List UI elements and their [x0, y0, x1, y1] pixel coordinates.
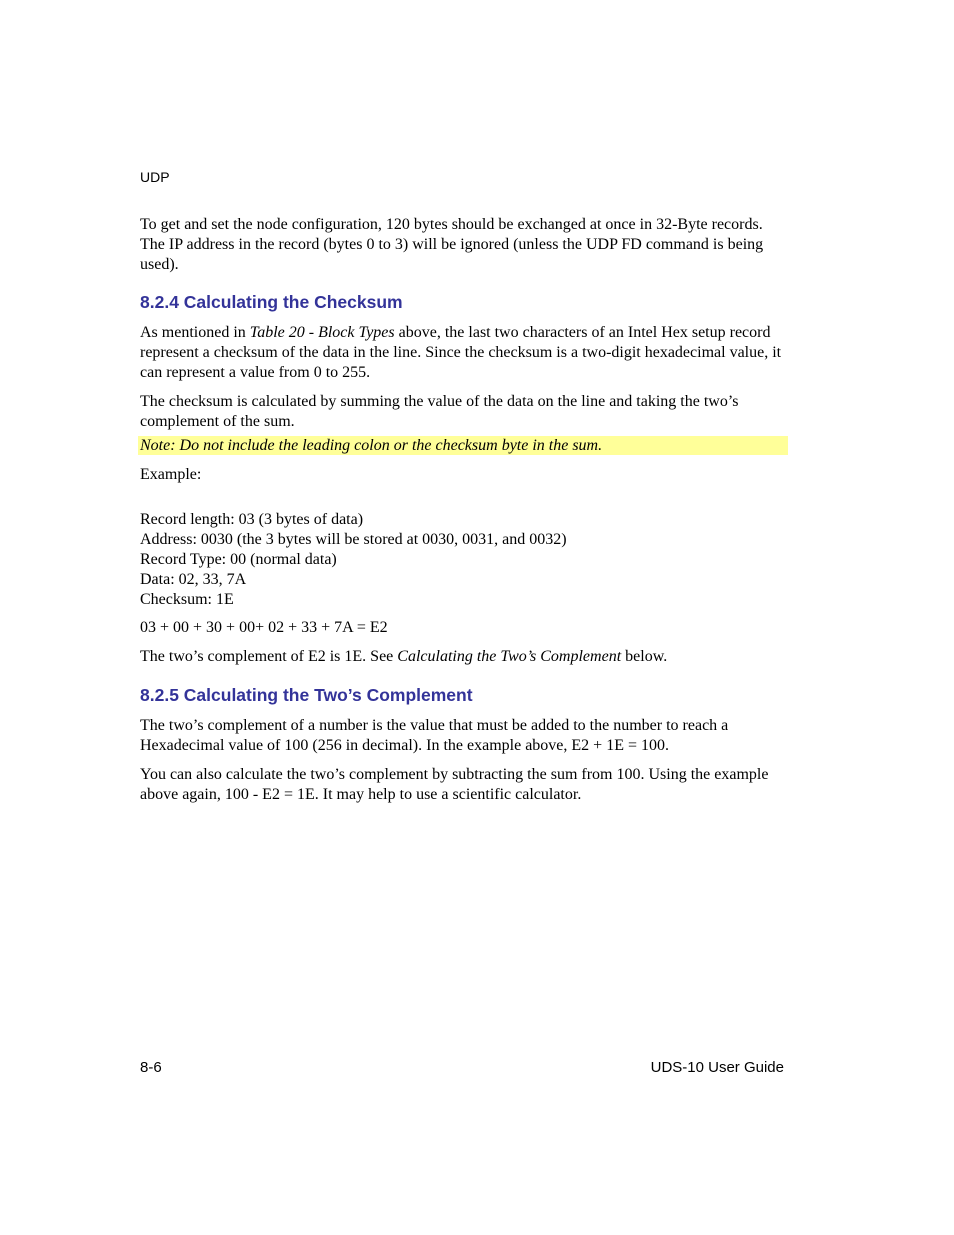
table-reference-link: Table 20 - Block Types: [249, 324, 395, 341]
example-line: Record Type: 00 (normal data): [140, 551, 337, 568]
intro-paragraph: To get and set the node configuration, 120 bytes should be exchanged at once in 32-Byte records. The IP address in the record (bytes 0 to 3) will be ignored (unless the UDP FD command is being used).: [140, 216, 764, 273]
example-line: Data: 02, 33, 7A: [140, 571, 247, 588]
checksum-p3-before: The two’s complement of E2 is 1E. See: [140, 648, 398, 665]
checksum-paragraph-2: The checksum is calculated by summing the value of the data on the line and taking the two’s complement of the sum.: [140, 393, 739, 430]
checksum-heading: 8.2.4 Calculating the Checksum: [140, 292, 403, 312]
document-title: UDS-10 User Guide: [650, 1059, 784, 1076]
sum-calculation: 03 + 00 + 30 + 00+ 02 + 33 + 7A = E2: [140, 619, 388, 636]
checksum-p3-after: below.: [621, 648, 668, 665]
example-label: Example:: [140, 466, 202, 483]
example-line: Checksum: 1E: [140, 591, 234, 608]
example-line: Address: 0030 (the 3 bytes will be stored at 0030, 0031, and 0032): [140, 531, 567, 548]
note-highlight: [138, 436, 788, 455]
section-label: UDP: [140, 169, 170, 185]
page-number: 8-6: [140, 1059, 162, 1076]
twos-complement-paragraph-1: The two’s complement of a number is the value that must be added to the number to reach a Hexadecimal value of 100 (256 in decimal). In the example above, E2 + 1E = 100.: [140, 717, 729, 754]
twos-complement-paragraph-2: You can also calculate the two’s complement by subtracting the sum from 100. Using the example above again, 100 - E2 = 1E. It may help to use a scientific calculator.: [140, 766, 769, 803]
checksum-paragraph-3: [140, 647, 790, 667]
checksum-p1-after: above, the last two characters of an Intel Hex setup record represent a checksum of the data in the line. Since the checksum is a two-digit hexadecimal value, it can represent a value from 0 to 255.: [140, 324, 782, 381]
note-text: Note: Do not include the leading colon or the checksum byte in the sum.: [140, 437, 603, 454]
checksum-paragraph-1: [140, 323, 790, 383]
twos-complement-reference-link: Calculating the Two’s Complement: [397, 648, 622, 665]
example-line: Record length: 03 (3 bytes of data): [140, 511, 364, 528]
twos-complement-heading: 8.2.5 Calculating the Two’s Complement: [140, 685, 473, 705]
example-record-list: [140, 510, 790, 610]
checksum-p1-before: As mentioned in: [140, 324, 250, 341]
